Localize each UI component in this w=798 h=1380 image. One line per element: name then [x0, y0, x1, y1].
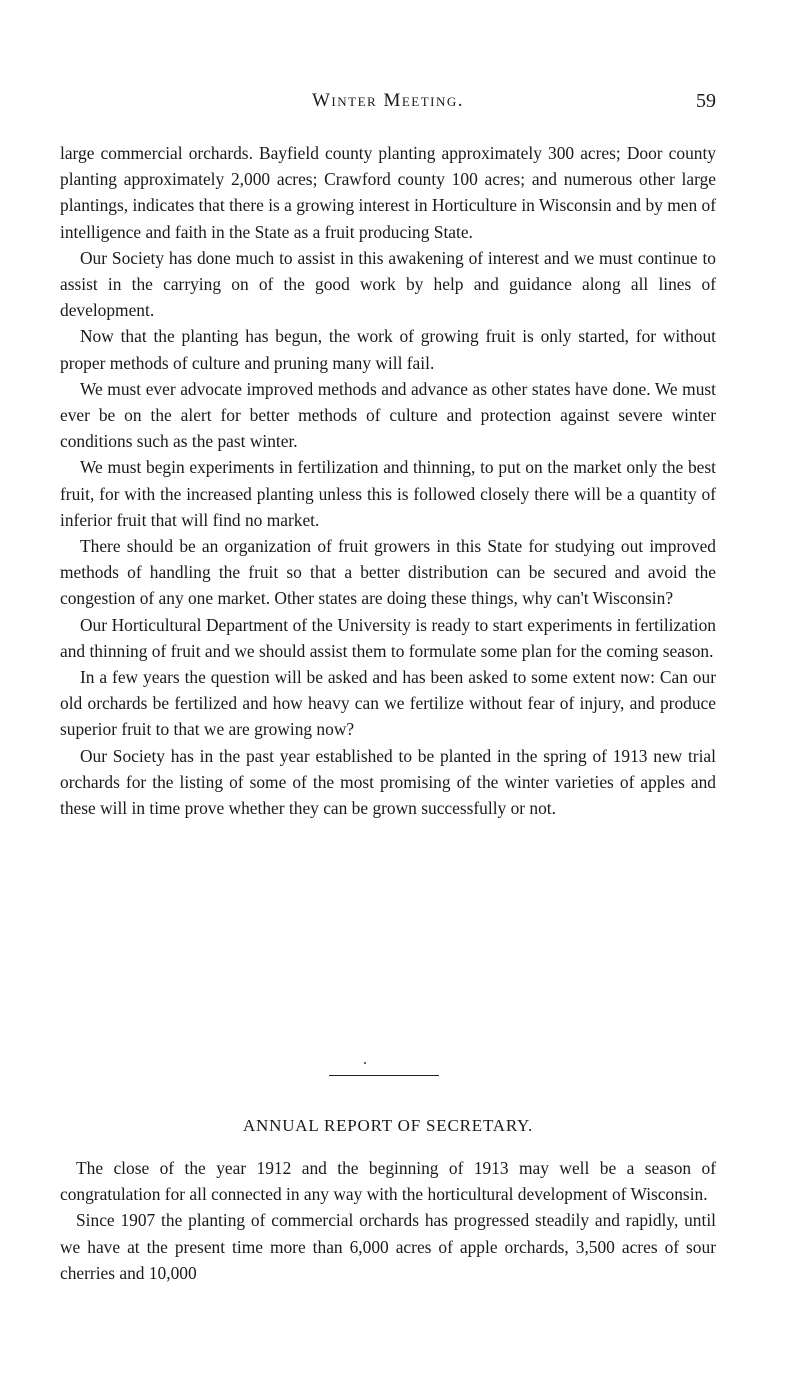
paragraph: We must begin experiments in fertilization and thinning, to put on the market only the best fruit, for with the increased planting unless this is followed closely there will be a quantity of inferior fruit that will find no market. [60, 457, 716, 530]
paragraph: Our Society has done much to assist in this awakening of interest and we must continue to assist in the carrying on of the good work by help and guidance along all lines of development. [60, 247, 716, 321]
body-text [60, 140, 716, 821]
paragraph: Since 1907 the planting of commercial orchards has progressed steadily and rapidly, until we have at the present time more than 6,000 acres of apple orchards, 3,500 acres of sour cherries and 10,000 [60, 1210, 716, 1283]
section-title: ANNUAL REPORT OF SECRETARY. [242, 1116, 533, 1135]
paragraph: Our Society has in the past year established to be planted in the spring of 1913 new trial orchards for the listing of some of the most promising of the winter varieties of apples and these will in time prove whether they can be grown successfully or not. [60, 745, 716, 819]
paragraph: Our Horticultural Department of the University is ready to start experiments in fertilization and thinning of fruit and we should assist them to formulate some plan for the coming season. [60, 614, 716, 661]
page-header [60, 90, 716, 120]
running-title: Winter Meeting. [311, 90, 465, 111]
paragraph: large commercial orchards. Bayfield county planting approximately 300 acres; Door county planting approximately 2,000 acres; Crawford county 100 acres; and numerous other large plantings, indicates that there is a growing interest in Horticulture in Wisconsin and by men of intelligence and faith in the State as a fruit producing State. [60, 143, 716, 242]
paragraph: We must ever advocate improved methods and advance as other states have done. We must ever be on the alert for better methods of culture and protection against severe winter conditions such as the past winter. [60, 378, 716, 452]
paragraph: The close of the year 1912 and the beginning of 1913 may well be a season of congratulation for all connected in any way with the horticultural development of Wisconsin. [60, 1158, 716, 1205]
section-divider [329, 1075, 439, 1076]
paragraph: Now that the planting has begun, the work of growing fruit is only started, for without proper methods of culture and pruning many will fail. [60, 326, 716, 373]
paragraph: In a few years the question will be asked and has been asked to some extent now: Can our old orchards be fertilized and how heavy can we fertilize without fear of injury, and produce superior fruit to that we are growing now? [60, 667, 716, 740]
section-text [60, 1155, 716, 1286]
page-number: 59 [696, 90, 716, 112]
paragraph: There should be an organization of fruit growers in this State for studying out improved methods of handling the fruit so that a better distribution can be secured and avoid the congestion of any one market. Other states are doing these things, why can't Wisconsin? [60, 536, 716, 609]
ornament-dot [364, 1062, 366, 1064]
